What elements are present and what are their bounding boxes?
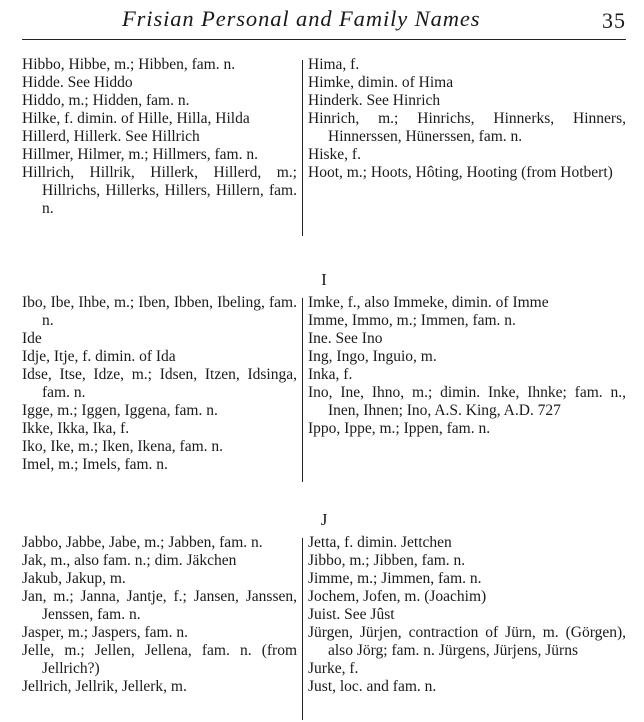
entry-inka: Inka, f. xyxy=(308,366,353,383)
entry-jasper: Jasper, m.; Jaspers, fam. n. xyxy=(22,624,188,641)
entry-jakub: Jakub, Jakup, m. xyxy=(22,570,126,587)
entry-hiske: Hiske, f. xyxy=(308,146,361,163)
column-divider xyxy=(302,298,303,482)
entry-hillrich: Hillrich, Hillrik, Hillerk, Hillerd, m.; Hillrichs, Hillerks, Hillers, Hillern, fam. n. xyxy=(22,164,297,217)
entry-idse: Idse, Itse, Idze, m.; Idsen, Itzen, Idsinga, fam. n. xyxy=(22,366,297,401)
entry-hoot: Hoot, m.; Hoots, Hôting, Hooting (from Hotbert) xyxy=(308,164,613,181)
left-column xyxy=(22,56,297,218)
page-header xyxy=(22,4,626,38)
entry-jurke: Jurke, f. xyxy=(308,660,359,677)
entry-ino: Ino, Ine, Ihno, m.; dimin. Inke, Ihnke; fam. n., Inen, Ihnen; Ino, A.S. King, A.D. 727 xyxy=(308,384,626,419)
entry-hinderk: Hinderk. See Hinrich xyxy=(308,92,441,109)
header-rule xyxy=(22,39,626,40)
letter-heading-i: I xyxy=(321,270,327,289)
entry-imme: Imme, Immo, m.; Immen, fam. n. xyxy=(308,312,516,329)
left-column xyxy=(22,294,297,474)
entry-hidde: Hidde. See Hiddo xyxy=(22,74,133,91)
entry-jabbo: Jabbo, Jabbe, Jabe, m.; Jabben, fam. n. xyxy=(22,534,263,551)
entry-hilke: Hilke, f. dimin. of Hille, Hilla, Hilda xyxy=(22,110,250,127)
entry-jellrich: Jellrich, Jellrik, Jellerk, m. xyxy=(22,678,187,695)
entry-jurgen: Jürgen, Jürjen, contraction of Jürn, m. (Görgen), also Jörg; fam. n. Jürgens, Jürjens, Jürns xyxy=(308,624,626,659)
entry-ing: Ing, Ingo, Inguio, m. xyxy=(308,348,437,365)
column-divider xyxy=(302,538,303,720)
entry-imke: Imke, f., also Immeke, dimin. of Imme xyxy=(308,294,549,311)
running-title: Frisian Personal and Family Names xyxy=(122,6,481,31)
entry-juist: Juist. See Jûst xyxy=(308,606,395,623)
entry-ippo: Ippo, Ippe, m.; Ippen, fam. n. xyxy=(308,420,491,437)
entry-iko: Iko, Ike, m.; Iken, Ikena, fam. n. xyxy=(22,438,224,455)
page-number: 35 xyxy=(602,8,626,33)
entry-ibo: Ibo, Ibe, Ihbe, m.; Iben, Ibben, Ibeling, fam. n. xyxy=(22,294,297,329)
entry-jibbo: Jibbo, m.; Jibben, fam. n. xyxy=(308,552,466,569)
entry-hiddo: Hiddo, m.; Hidden, fam. n. xyxy=(22,92,190,109)
entry-jelle: Jelle, m.; Jellen, Jellena, fam. n. (from Jellrich?) xyxy=(22,642,297,677)
entry-hima: Hima, f. xyxy=(308,56,360,73)
left-column xyxy=(22,534,297,696)
entry-jan: Jan, m.; Janna, Jantje, f.; Jansen, Janssen, Jenssen, fam. n. xyxy=(22,588,297,623)
entry-igge: Igge, m.; Iggen, Iggena, fam. n. xyxy=(22,402,218,419)
right-column xyxy=(308,534,626,696)
right-column xyxy=(308,56,626,182)
entry-hillerd: Hillerd, Hillerk. See Hillrich xyxy=(22,128,200,145)
entry-ikke: Ikke, Ikka, Ika, f. xyxy=(22,420,130,437)
entry-jetta: Jetta, f. dimin. Jettchen xyxy=(308,534,452,551)
entry-himke: Himke, dimin. of Hima xyxy=(308,74,454,91)
entry-hillmer: Hillmer, Hilmer, m.; Hillmers, fam. n. xyxy=(22,146,258,163)
entry-ide: Ide xyxy=(22,330,42,347)
entry-ine: Ine. See Ino xyxy=(308,330,383,347)
entry-jochem: Jochem, Jofen, m. (Joachim) xyxy=(308,588,487,605)
letter-heading-j: J xyxy=(320,510,328,529)
entry-hibbo: Hibbo, Hibbe, m.; Hibben, fam. n. xyxy=(22,56,236,73)
entry-hinrich: Hinrich, m.; Hinrichs, Hinnerks, Hinners, Hinnerssen, Hünerssen, fam. n. xyxy=(308,110,626,145)
entry-jimme: Jimme, m.; Jimmen, fam. n. xyxy=(308,570,482,587)
entry-jak: Jak, m., also fam. n.; dim. Jäkchen xyxy=(22,552,237,569)
column-divider xyxy=(302,60,303,236)
right-column xyxy=(308,294,626,438)
entry-imel: Imel, m.; Imels, fam. n. xyxy=(22,456,168,473)
entry-idje: Idje, Itje, f. dimin. of Ida xyxy=(22,348,176,365)
entry-just: Just, loc. and fam. n. xyxy=(308,678,437,695)
